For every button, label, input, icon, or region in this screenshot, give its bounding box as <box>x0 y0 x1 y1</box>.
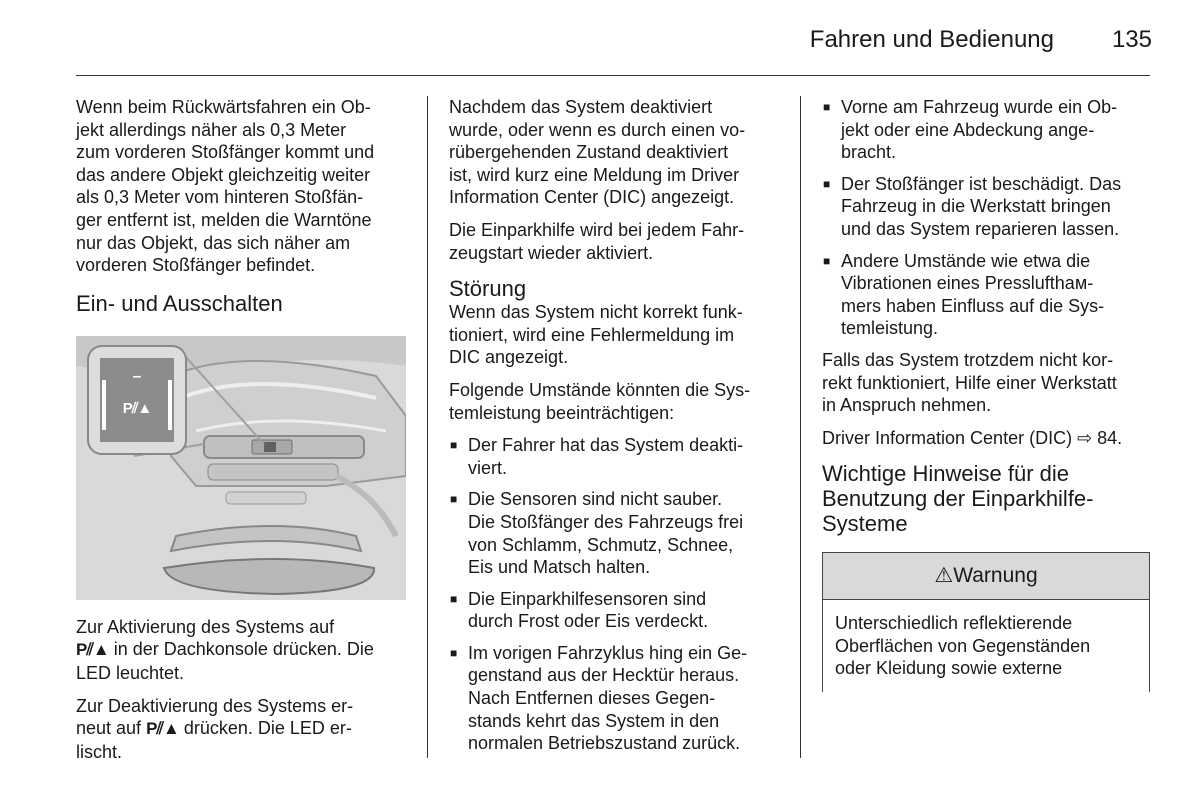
text-line: und das System reparieren lassen. <box>841 218 1120 239</box>
column-divider-2 <box>800 96 801 758</box>
text-line: Oberflächen von Gegenständen <box>835 635 1091 656</box>
led-indicator: – <box>132 367 142 385</box>
dic-cross-reference[interactable] <box>822 427 1150 450</box>
text-line: ist, wird kurz eine Meldung im Driver <box>449 164 740 185</box>
deactivation-message-paragraph <box>449 96 779 209</box>
column-divider-1 <box>427 96 428 758</box>
workshop-paragraph <box>822 349 1150 417</box>
text-line: rübergehenden Zustand deaktiviert <box>449 142 729 163</box>
parking-assist-symbol: P⫽▲ <box>76 640 109 660</box>
text-line: Die Stoßfänger des Fahrzeugs frei <box>468 511 744 532</box>
text-line: zeugstart wieder aktiviert. <box>449 242 654 263</box>
text-fragment: drücken. Die LED er- <box>178 718 352 739</box>
text-line: normalen Betriebszustand zurück. <box>468 733 741 754</box>
text-line: DIC angezeigt. <box>449 347 569 368</box>
text-line: in Anspruch nehmen. <box>822 395 992 416</box>
text-line: viert. <box>468 457 508 478</box>
text-line <box>76 638 406 662</box>
deactivation-paragraph <box>76 695 406 764</box>
text-line: rekt funktioniert, Hilfe einer Werkstatt <box>822 372 1117 393</box>
text-line: nur das Objekt, das sich näher am <box>76 232 351 253</box>
column-3 <box>822 96 1150 692</box>
text-line: durch Frost oder Eis verdeckt. <box>468 611 709 632</box>
text-line: ■ Der Stoßfänger ist beschädigt. Das <box>841 173 1122 194</box>
text-line: Nachdem das System deaktiviert <box>449 97 713 117</box>
cross-reference-page: 84. <box>1092 427 1123 448</box>
text-line: Unterschiedlich reflektierende <box>835 612 1073 633</box>
warning-header <box>823 553 1149 600</box>
overhead-console-figure <box>76 336 406 600</box>
text-line: Zur Deaktivierung des Systems er- <box>76 695 354 716</box>
text-fragment: neut auf <box>76 718 147 739</box>
text-line: ■ Im vorigen Fahrzyklus hing ein Ge- <box>468 642 748 663</box>
circumstances-paragraph <box>449 379 779 424</box>
text-line: ■ Die Einparkhilfesensoren sind <box>468 588 707 609</box>
text-line: ■ Andere Umstände wie etwa die <box>841 250 1091 271</box>
text-line: als 0,3 Meter vom hinteren Stoßfän- <box>76 187 364 208</box>
page-reference-icon: ⇨ <box>1077 427 1093 448</box>
heading-line: Wichtige Hinweise für die <box>822 461 1069 487</box>
list-item <box>449 434 779 479</box>
text-line: vorderen Stoßfänger befindet. <box>76 255 316 276</box>
warning-title: Warnung <box>953 564 1038 588</box>
text-line: Eis und Matsch halten. <box>468 557 651 578</box>
text-line: das andere Objekt gleichzeitig weiter <box>76 164 371 185</box>
page-number: 135 <box>1111 26 1152 53</box>
text-line: ■ Vorne am Fahrzeug wurde ein Ob- <box>841 97 1118 117</box>
text-line: wurde, oder wenn es durch einen vo- <box>449 119 746 140</box>
malfunction-paragraph <box>449 301 779 369</box>
parking-assist-button-label: P⫽▲ <box>122 399 152 417</box>
text-line: ■ Die Sensoren sind nicht sauber. <box>468 489 723 510</box>
text-line: genstand aus der Hecktür heraus. <box>468 665 740 686</box>
text-line: Wenn beim Rückwärtsfahren ein Ob- <box>76 97 371 117</box>
warning-body <box>823 600 1149 692</box>
intro-paragraph <box>76 96 406 277</box>
text-line: Fahrzeug in die Werkstatt bringen <box>841 196 1111 217</box>
list-item <box>449 588 779 633</box>
warning-triangle-icon: ⚠ <box>934 564 954 588</box>
overhead-console-illustration <box>76 336 406 600</box>
header-rule <box>76 75 1150 76</box>
text-line: von Schlamm, Schmutz, Schnee, <box>468 534 734 555</box>
text-line: Vibrationen eines Presslufthам- <box>841 273 1094 294</box>
text-line: ■ Der Fahrer hat das System deakti- <box>468 435 744 456</box>
list-item <box>449 488 779 578</box>
text-line: Die Einparkhilfe wird bei jedem Fahr- <box>449 219 745 240</box>
text-line: Wenn das System nicht korrekt funk- <box>449 302 743 323</box>
heading-wichtige-hinweise <box>822 461 1150 536</box>
text-line: tioniert, wird eine Fehlermeldung im <box>449 324 735 345</box>
malfunction-list-continued <box>822 96 1150 340</box>
text-line: Folgende Umstände könnten die Sys- <box>449 379 751 400</box>
text-line: jekt allerdings näher als 0,3 Meter <box>76 119 347 140</box>
text-line: stands kehrt das System in den <box>468 710 720 731</box>
text-line: ger entfernt ist, melden die Warntöne <box>76 209 372 230</box>
list-item <box>822 250 1150 340</box>
list-item <box>449 642 779 755</box>
text-line: Zur Aktivierung des Systems auf <box>76 616 335 637</box>
column-1 <box>76 96 406 773</box>
text-fragment: in der Dachkonsole drücken. Die <box>108 639 374 660</box>
text-line: temleistung beeinträchtigen: <box>449 402 675 423</box>
text-line: bracht. <box>841 142 897 163</box>
text-line: Nach Entfernen dieses Gegen- <box>468 688 716 709</box>
heading-line: Benutzung der Einparkhilfe- <box>822 486 1094 512</box>
warning-box <box>822 552 1150 692</box>
reactivation-paragraph <box>449 219 779 264</box>
text-line: Information Center (DIC) angezeigt. <box>449 187 735 208</box>
text-line: oder Kleidung sowie externe <box>835 658 1063 679</box>
text-line: temleistung. <box>841 318 939 339</box>
text-line: zum vorderen Stoßfänger kommt und <box>76 142 375 163</box>
text-line: lischt. <box>76 741 123 762</box>
activation-paragraph <box>76 616 406 685</box>
heading-line: Systeme <box>822 511 908 537</box>
column-2 <box>449 96 779 764</box>
parking-assist-symbol: P⫽▲ <box>146 719 179 739</box>
cross-reference-text: Driver Information Center (DIC) <box>822 427 1078 448</box>
list-item <box>822 96 1150 164</box>
heading-stoerung: Störung <box>449 276 527 302</box>
list-item <box>822 173 1150 241</box>
malfunction-list <box>449 434 779 755</box>
section-title: Fahren und Bedienung <box>809 26 1054 53</box>
text-line: Falls das System trotzdem nicht kor- <box>822 349 1114 370</box>
text-line: LED leuchtet. <box>76 662 185 683</box>
text-line: jekt oder eine Abdeckung ange- <box>841 119 1095 140</box>
text-line <box>76 717 406 741</box>
text-line: mers haben Einfluss auf die Sys- <box>841 295 1105 316</box>
heading-ein-ausschalten: Ein- und Ausschalten <box>76 290 283 316</box>
